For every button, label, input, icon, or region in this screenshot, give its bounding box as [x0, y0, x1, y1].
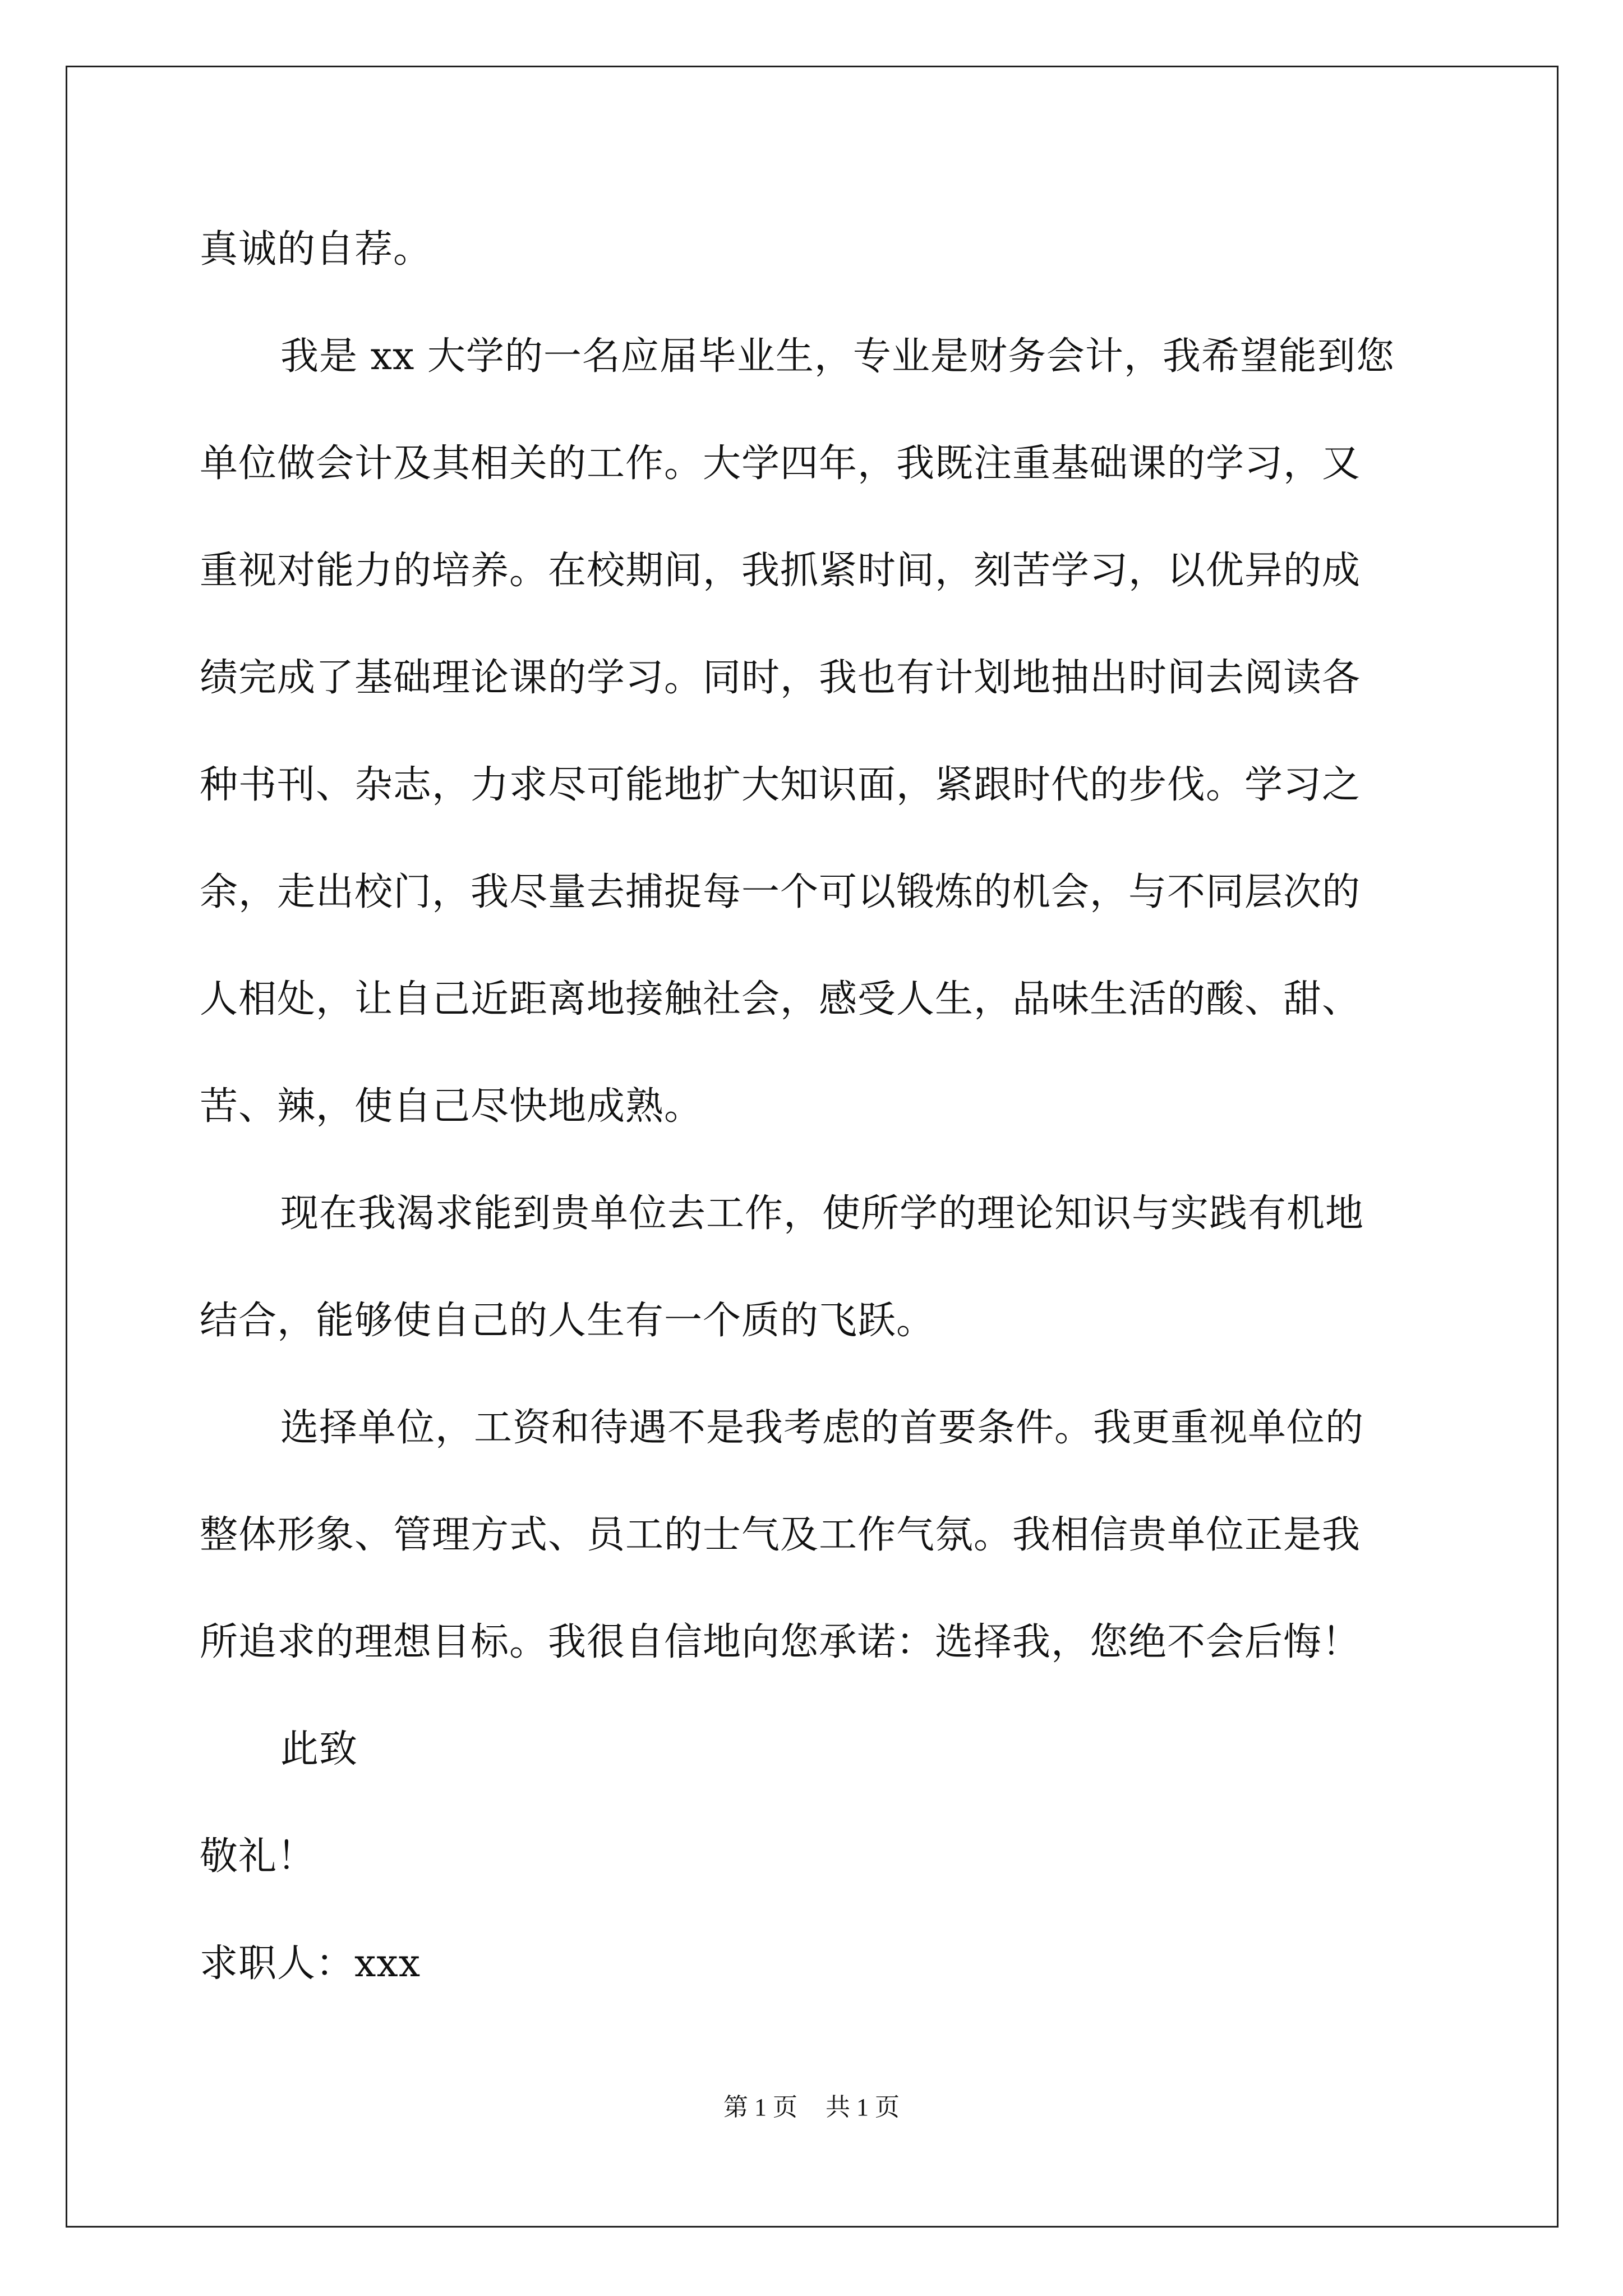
text-line-2: 我是 xx 大学的一名应届毕业生，专业是财务会计，我希望能到您: [280, 334, 1395, 379]
page-footer: [0, 2087, 1623, 2123]
page-border: [66, 66, 1559, 2228]
closing-regards: 敬礼！: [200, 1834, 316, 1879]
text-line-13: 整体形象、管理方式、员工的士气及工作气氛。我相信贵单位正是我: [200, 1513, 1361, 1557]
text-line-9: 苦、辣，使自己尽快地成熟。: [200, 1084, 703, 1129]
text-line-3: 单位做会计及其相关的工作。大学四年，我既注重基础课的学习，又: [200, 441, 1361, 486]
text-line-10: 现在我渴求能到贵单位去工作，使所学的理论知识与实践有机地: [280, 1191, 1364, 1236]
text-line-6: 种书刊、杂志，力求尽可能地扩大知识面，紧跟时代的步伐。学习之: [200, 763, 1361, 807]
text-line-11: 结合，能够使自己的人生有一个质的飞跃。: [200, 1299, 935, 1343]
applicant-signature: 求职人：xxx: [200, 1941, 421, 1986]
text-line-12: 选择单位，工资和待遇不是我考虑的首要条件。我更重视单位的: [280, 1406, 1364, 1450]
closing-salutation: 此致: [280, 1727, 358, 1772]
page-number-total: 共 1 页: [826, 2093, 900, 2121]
text-line-8: 人相处，让自己近距离地接触社会，感受人生，品味生活的酸、甜、: [200, 977, 1361, 1022]
page-number-current: 第 1 页: [723, 2093, 797, 2121]
text-line-5: 绩完成了基础理论课的学习。同时，我也有计划地抽出时间去阅读各: [200, 656, 1361, 700]
text-line-14: 所追求的理想目标。我很自信地向您承诺：选择我，您绝不会后悔！: [200, 1620, 1361, 1664]
text-line-1: 真诚的自荐。: [200, 227, 432, 272]
text-line-4: 重视对能力的培养。在校期间，我抓紧时间，刻苦学习，以优异的成: [200, 549, 1361, 593]
text-line-7: 余，走出校门，我尽量去捕捉每一个可以锻炼的机会，与不同层次的: [200, 870, 1361, 914]
